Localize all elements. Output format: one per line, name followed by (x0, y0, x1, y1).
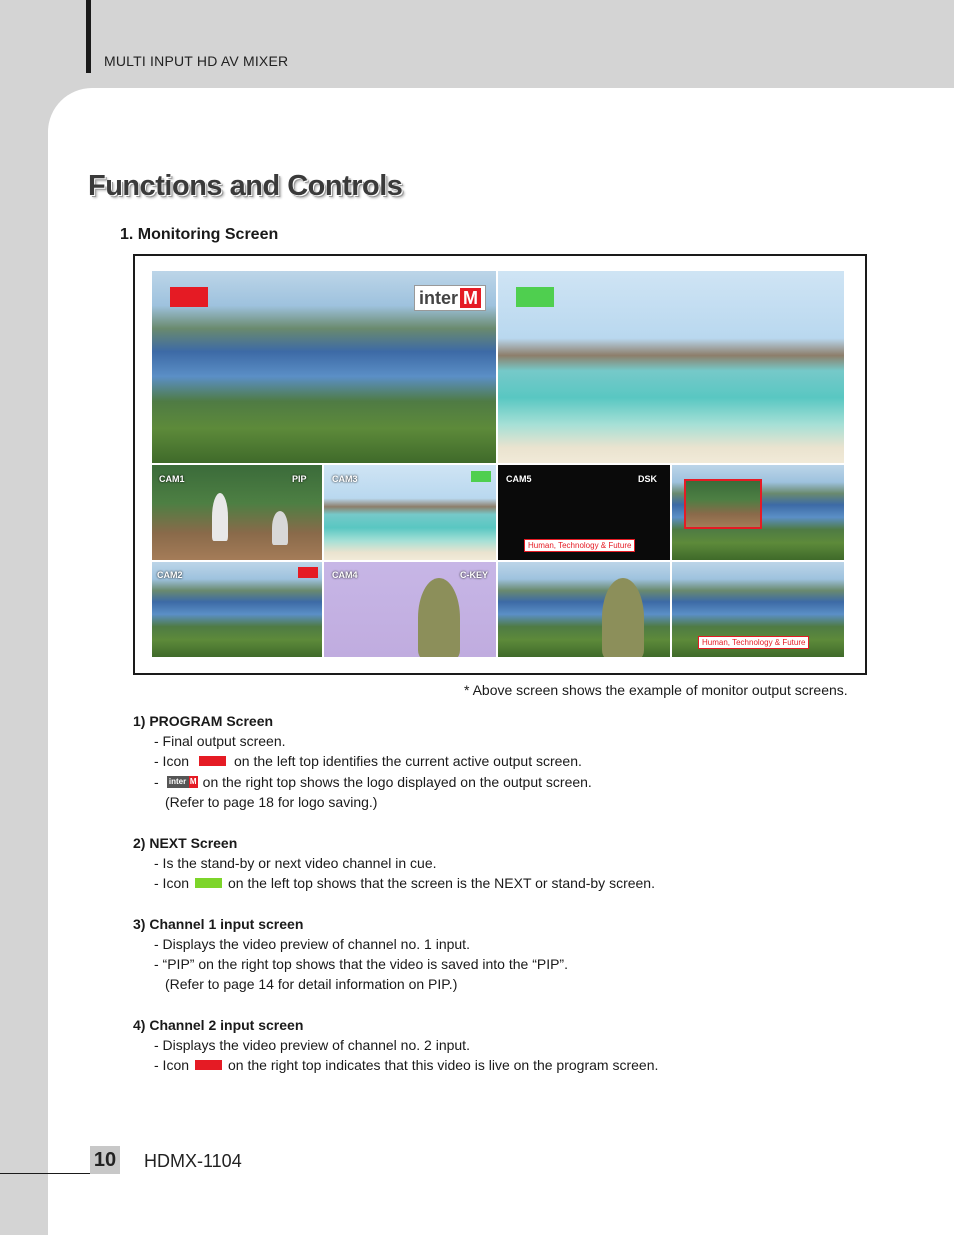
item-program-heading: 1) PROGRAM Screen (133, 713, 274, 729)
program-screen (152, 271, 496, 463)
item-ch1-line3: (Refer to page 14 for detail information on PIP.) (165, 976, 458, 992)
batter-figure (212, 493, 228, 541)
item-program-line2-post: on the left top identifies the current active output screen. (234, 753, 582, 769)
sub-title: 1. Monitoring Screen (120, 226, 279, 243)
item-next-line1: - Is the stand-by or next video channel in cue. (154, 855, 437, 871)
cam4-label: CAM4 (332, 570, 358, 580)
item-ch1-heading: 3) Channel 1 input screen (133, 916, 304, 932)
green-tally-icon (195, 878, 222, 888)
cam3-label: CAM3 (332, 474, 358, 484)
program-logo-icon (414, 285, 486, 311)
cam1-label: CAM1 (159, 474, 185, 484)
item-next-line2 (154, 875, 655, 891)
cam2-tally-icon (298, 567, 318, 578)
header-bar (86, 0, 91, 73)
monitor-figure (133, 254, 867, 675)
cam2-label: CAM2 (157, 570, 183, 580)
logo-icon: inter M (166, 777, 197, 787)
cam2-screen (152, 562, 322, 657)
cam4-ckey-tag: C-KEY (460, 570, 489, 580)
item-program-line3-post: on the right top shows the logo displayed on the output screen. (202, 774, 592, 790)
next-tally-icon (516, 287, 554, 307)
item-ch2-heading: 4) Channel 2 input screen (133, 1017, 304, 1033)
item-ch2-line2-post: on the right top indicates that this video is live on the program screen. (228, 1057, 659, 1073)
presenter-figure (418, 578, 460, 657)
cam3-screen (324, 465, 496, 560)
model-name: HDMX-1104 (144, 1151, 242, 1171)
cam1-pip-tag: PIP (292, 474, 307, 484)
cam1-screen (152, 465, 322, 560)
item-ch1-line2: - “PIP” on the right top shows that the video is saved into the “PIP”. (154, 956, 568, 972)
cam5-screen (498, 465, 670, 560)
page-number: 10 (90, 1146, 120, 1174)
item-ch1-line1: - Displays the video preview of channel no. 1 input. (154, 936, 470, 952)
pip-output-screen (672, 465, 844, 560)
section-title: Functions and Controls (88, 170, 403, 202)
logo-text: inter (419, 288, 459, 308)
item-ch2-line2-pre: - Icon (154, 1057, 190, 1073)
item-program-line3 (154, 774, 592, 790)
cam5-label: CAM5 (506, 474, 532, 484)
dsk-caption: Human, Technology & Future (524, 539, 635, 552)
item-ch2-line1: - Displays the video preview of channel no. 2 input. (154, 1037, 470, 1053)
item-program-line4: (Refer to page 18 for logo saving.) (165, 794, 378, 810)
red-tally-icon (199, 756, 226, 766)
dsk-output-screen (672, 562, 844, 657)
program-tally-icon (170, 287, 208, 307)
cam5-dsk-tag: DSK (638, 474, 658, 484)
next-screen (498, 271, 844, 463)
header-title: MULTI INPUT HD AV MIXER (104, 53, 289, 69)
presenter-overlay-figure (602, 578, 644, 657)
item-program-line3-pre: - (154, 774, 159, 790)
catcher-figure (272, 511, 288, 545)
item-next-line2-post: on the left top shows that the screen is the NEXT or stand-by screen. (228, 875, 655, 891)
cam4-screen (324, 562, 496, 657)
item-next-line2-pre: - Icon (154, 875, 190, 891)
item-program-line2 (154, 753, 582, 769)
pip-inset (684, 479, 762, 529)
item-program-line2-pre: - Icon (154, 753, 190, 769)
chroma-output-screen (498, 562, 670, 657)
item-next-heading: 2) NEXT Screen (133, 835, 238, 851)
cam3-tally-icon (471, 471, 491, 482)
logo-m: M (460, 288, 481, 308)
red-tally-icon (195, 1060, 222, 1070)
dsk-output-caption: Human, Technology & Future (698, 636, 809, 649)
item-program-line1: - Final output screen. (154, 733, 286, 749)
item-ch2-line2 (154, 1057, 658, 1073)
figure-caption: * Above screen shows the example of monitor output screens. (464, 682, 848, 698)
